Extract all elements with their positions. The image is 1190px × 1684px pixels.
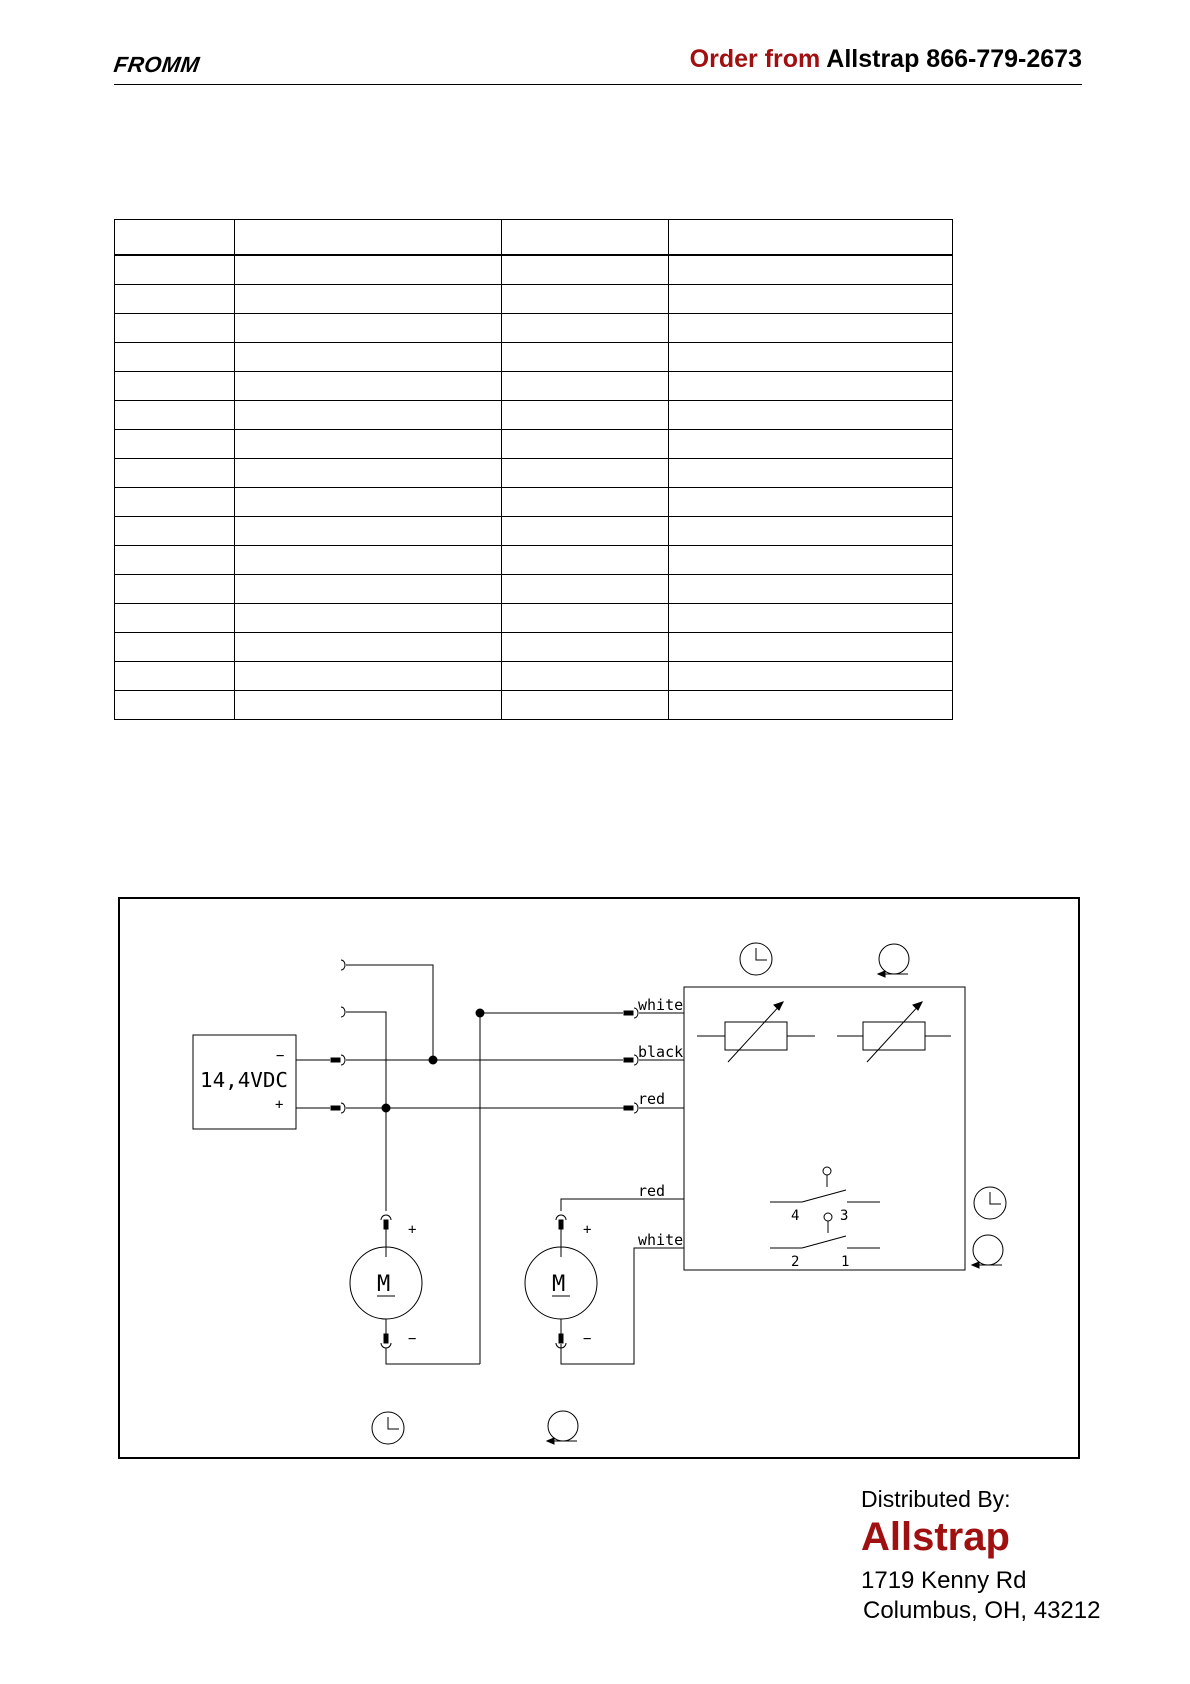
address-line-1: 1719 Kenny Rd (861, 1567, 1027, 1594)
table-row (115, 633, 953, 662)
table-header-row (115, 220, 953, 256)
table-cell (234, 314, 501, 343)
table-cell (501, 255, 669, 285)
order-info (690, 45, 1082, 74)
battery-minus-label: − (276, 1048, 285, 1064)
table-cell (669, 430, 953, 459)
table-row (115, 255, 953, 285)
table-row (115, 575, 953, 604)
table-row (115, 372, 953, 401)
table-row (115, 459, 953, 488)
table-cell (501, 372, 669, 401)
table-cell (234, 372, 501, 401)
switch-label-3: 3 (840, 1208, 849, 1224)
table-row (115, 343, 953, 372)
table-cell (234, 517, 501, 546)
junction-dot (476, 1009, 484, 1017)
junction-dot (382, 1104, 390, 1112)
table-cell (234, 488, 501, 517)
table-header-cell (501, 220, 669, 256)
clock-icon (974, 1187, 1006, 1219)
table-row (115, 604, 953, 633)
distributed-by-label: Distributed By: (861, 1486, 1011, 1512)
table-cell (234, 604, 501, 633)
address-line-2: Columbus, OH, 43212 (863, 1597, 1101, 1624)
distributor-name: Allstrap (861, 1515, 1010, 1559)
table-cell (501, 546, 669, 575)
table-cell (115, 517, 235, 546)
table-header-cell (669, 220, 953, 256)
table-cell (234, 546, 501, 575)
table-cell (669, 517, 953, 546)
clock-icon (740, 943, 772, 975)
fromm-logo: FROMM (112, 52, 202, 77)
table-cell (115, 285, 235, 314)
motor-plus-label: + (408, 1222, 417, 1238)
rotation-icon (972, 1235, 1003, 1268)
table-cell (234, 401, 501, 430)
connector-female (341, 1055, 345, 1065)
table-cell (115, 691, 235, 720)
table-cell (669, 459, 953, 488)
table-cell (115, 372, 235, 401)
table-cell (669, 633, 953, 662)
table-row (115, 314, 953, 343)
table-cell (669, 285, 953, 314)
distributor-block (861, 1486, 1100, 1626)
table-row (115, 546, 953, 575)
wire-label-black: black (638, 1043, 684, 1061)
table-cell (669, 488, 953, 517)
table-cell (115, 401, 235, 430)
table-row (115, 488, 953, 517)
wire-label-red-lower: red (638, 1182, 666, 1200)
motor-letter: M (377, 1272, 391, 1297)
table-row (115, 401, 953, 430)
connector-male (331, 1058, 340, 1062)
table-cell (501, 517, 669, 546)
table-cell (669, 691, 953, 720)
table-cell (234, 691, 501, 720)
table-cell (501, 575, 669, 604)
clock-icon (372, 1412, 404, 1444)
connector-female (341, 1103, 345, 1113)
table-cell (669, 662, 953, 691)
distributor-address (861, 1566, 1100, 1626)
table-cell (234, 255, 501, 285)
table-cell (669, 314, 953, 343)
rotation-icon (547, 1411, 578, 1444)
table-row (115, 517, 953, 546)
table-cell (115, 604, 235, 633)
table-header-cell (115, 220, 235, 256)
table-cell (669, 372, 953, 401)
switch-label-1: 1 (841, 1254, 850, 1270)
motor-letter: M (552, 1272, 566, 1297)
table-cell (234, 343, 501, 372)
header-divider (114, 84, 1082, 85)
table-cell (501, 691, 669, 720)
switch-actuator (823, 1167, 831, 1175)
battery-label: 14,4VDC (200, 1068, 288, 1092)
table-row (115, 285, 953, 314)
motor-minus-label: − (583, 1331, 592, 1347)
potentiometer-symbol (725, 1022, 787, 1050)
wire-label-white-lower: white (638, 1231, 684, 1249)
table-cell (234, 575, 501, 604)
switch-actuator (824, 1213, 832, 1221)
table-cell (501, 604, 669, 633)
table-cell (669, 343, 953, 372)
table-cell (501, 662, 669, 691)
table-row (115, 430, 953, 459)
wiring-schematic (118, 897, 1080, 1459)
table-cell (501, 459, 669, 488)
table-cell (115, 488, 235, 517)
table-cell (234, 430, 501, 459)
table-cell (501, 401, 669, 430)
table-cell (234, 633, 501, 662)
table-cell (501, 633, 669, 662)
junction-dot (429, 1056, 437, 1064)
potentiometer-symbol (863, 1022, 925, 1050)
table-cell (234, 662, 501, 691)
table-cell (115, 430, 235, 459)
motor-minus-label: − (408, 1331, 417, 1347)
table-cell (669, 546, 953, 575)
table-header-cell (234, 220, 501, 256)
order-prefix: Order from (689, 45, 821, 73)
table-cell (115, 314, 235, 343)
table-cell (501, 430, 669, 459)
table-cell (669, 255, 953, 285)
wire-label-white: white (638, 996, 684, 1014)
connector-female (341, 960, 345, 970)
order-company-phone: Allstrap 866-779-2673 (826, 45, 1082, 73)
table-cell (115, 343, 235, 372)
table-row (115, 691, 953, 720)
table-cell (234, 285, 501, 314)
table-cell (669, 604, 953, 633)
table-cell (115, 662, 235, 691)
switch-label-2: 2 (791, 1254, 800, 1270)
table-cell (669, 575, 953, 604)
connector-male (624, 1058, 633, 1062)
battery-plus-label: + (275, 1097, 284, 1113)
connector-female (341, 1007, 345, 1017)
table-cell (501, 314, 669, 343)
connector-male (331, 1106, 340, 1110)
table-cell (234, 459, 501, 488)
motor-plus-label: + (583, 1222, 592, 1238)
table-cell (115, 575, 235, 604)
table-cell (115, 459, 235, 488)
wire-label-red: red (638, 1090, 666, 1108)
table-cell (501, 488, 669, 517)
table-cell (115, 633, 235, 662)
table-cell (115, 546, 235, 575)
table-cell (501, 285, 669, 314)
table-cell (501, 343, 669, 372)
schematic-frame (119, 898, 1079, 1458)
parts-table (114, 219, 953, 720)
connector-male (624, 1011, 633, 1015)
table-cell (115, 255, 235, 285)
controller-box (684, 987, 965, 1270)
table-cell (669, 401, 953, 430)
rotation-icon (878, 944, 909, 977)
connector-male (624, 1106, 633, 1110)
table-row (115, 662, 953, 691)
switch-label-4: 4 (791, 1208, 800, 1224)
